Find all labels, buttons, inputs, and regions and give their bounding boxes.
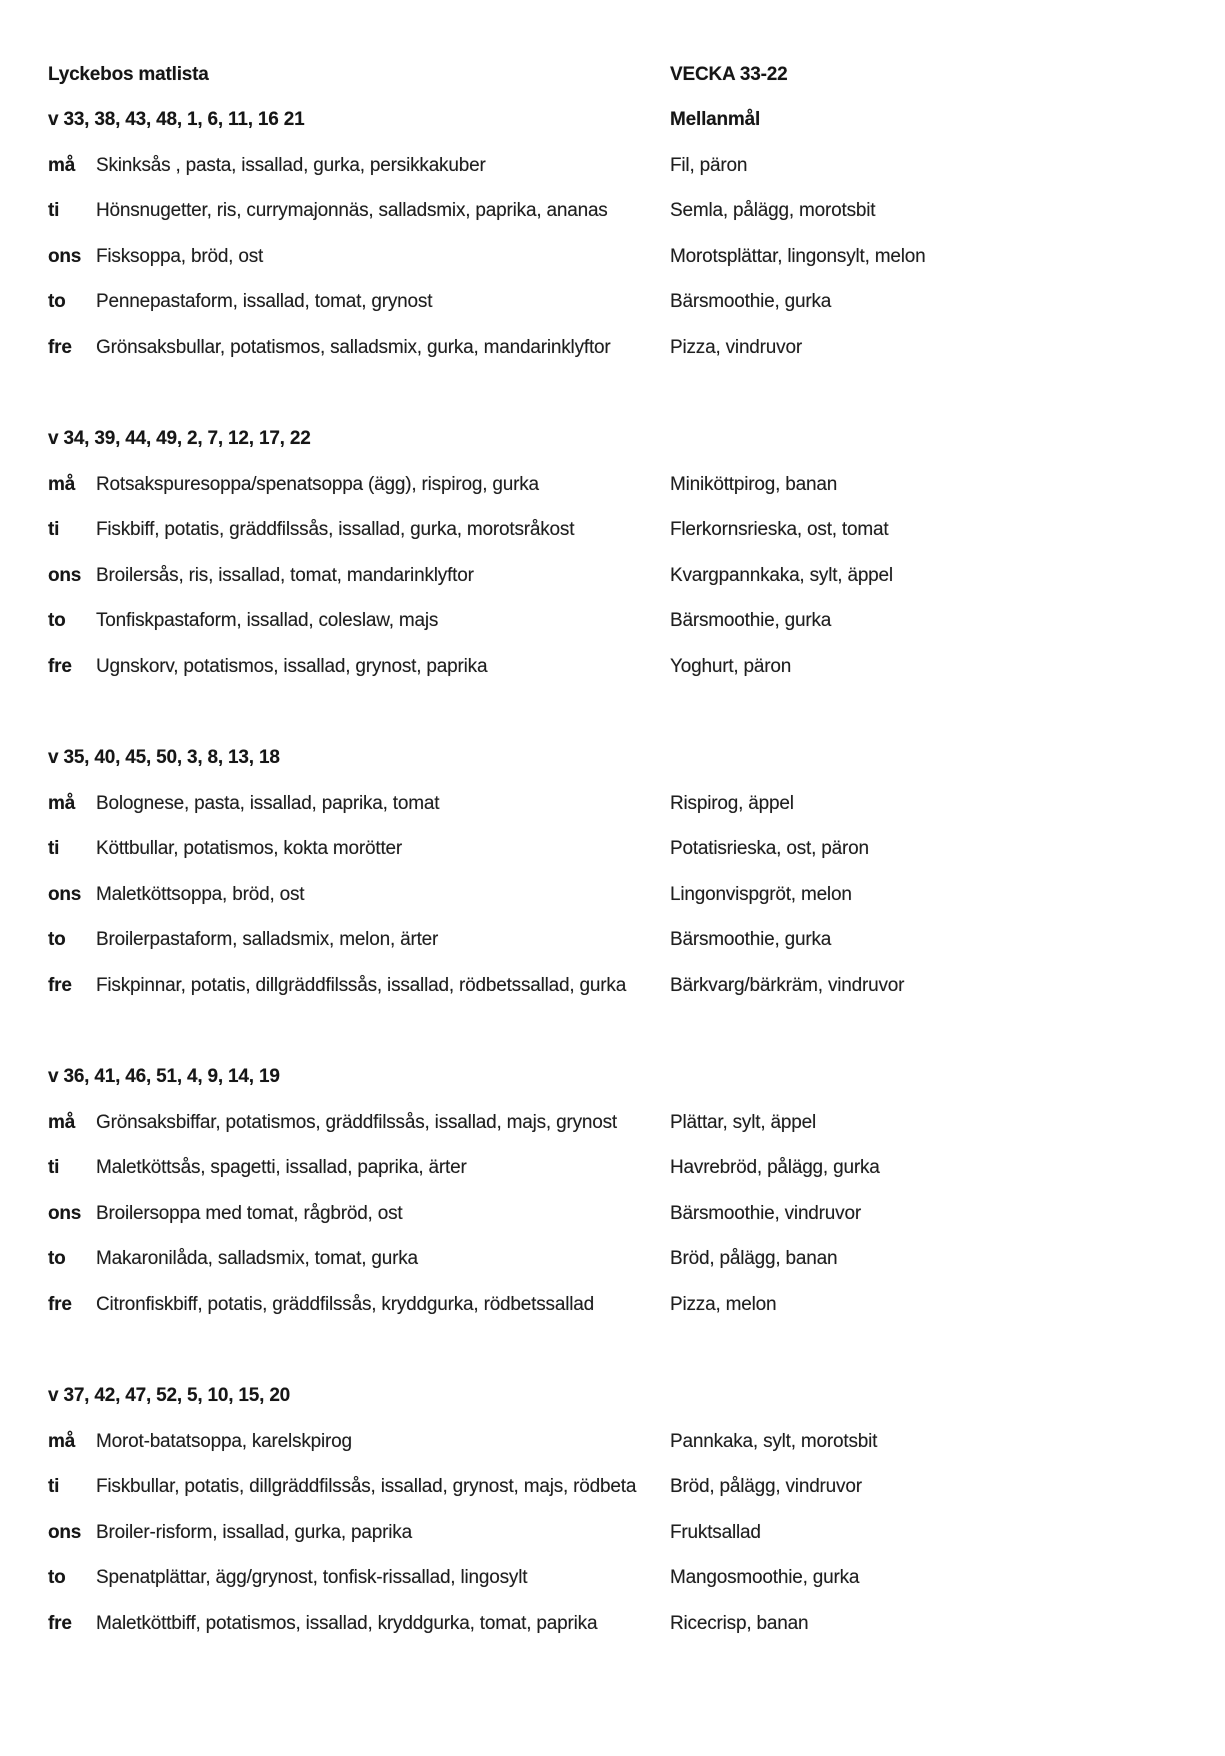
meal-text: Broiler-risform, issallad, gurka, paprika bbox=[96, 1521, 412, 1543]
day-label: fre bbox=[48, 1612, 72, 1634]
page-title: Lyckebos matlista bbox=[48, 63, 209, 85]
week-numbers-label: v 37, 42, 47, 52, 5, 10, 15, 20 bbox=[48, 1385, 291, 1407]
day-label: fre bbox=[48, 974, 72, 996]
day-row bbox=[48, 781, 1225, 827]
section-header-line bbox=[48, 417, 1225, 463]
day-label: to bbox=[48, 1248, 66, 1270]
meal-text: Spenatplättar, ägg/grynost, tonfisk-rissallad, lingosylt bbox=[96, 1567, 528, 1589]
meal-text: Fiskbullar, potatis, dillgräddfilssås, issallad, grynost, majs, rödbeta bbox=[96, 1476, 637, 1498]
day-row bbox=[48, 1191, 1225, 1237]
day-row bbox=[48, 1601, 1225, 1647]
day-label: ti bbox=[48, 519, 60, 541]
meal-text: Broilersås, ris, issallad, tomat, mandarinklyftor bbox=[96, 564, 474, 586]
day-label: fre bbox=[48, 1293, 72, 1315]
week-section bbox=[48, 736, 1225, 1009]
section-header-line bbox=[48, 736, 1225, 782]
meal-text: Köttbullar, potatismos, kokta morötter bbox=[96, 838, 403, 860]
meal-text: Maletköttsoppa, bröd, ost bbox=[96, 883, 305, 905]
snack-text: Bärkvarg/bärkräm, vindruvor bbox=[670, 974, 905, 996]
day-row bbox=[48, 644, 1225, 690]
meal-text: Tonfiskpastaform, issallad, coleslaw, majs bbox=[96, 610, 439, 632]
day-row bbox=[48, 234, 1225, 280]
meal-text: Citronfiskbiff, potatis, gräddfilssås, kryddgurka, rödbetssallad bbox=[96, 1293, 594, 1315]
snack-text: Bröd, pålägg, vindruvor bbox=[670, 1476, 862, 1498]
snack-text: Havrebröd, pålägg, gurka bbox=[670, 1157, 880, 1179]
snack-text: Lingonvispgröt, melon bbox=[670, 883, 852, 905]
meal-text: Rotsakspuresoppa/spenatsoppa (ägg), rispirog, gurka bbox=[96, 473, 539, 495]
day-row bbox=[48, 1556, 1225, 1602]
meal-text: Pennepastaform, issallad, tomat, grynost bbox=[96, 291, 433, 313]
day-label: ti bbox=[48, 200, 60, 222]
week-numbers-label: v 33, 38, 43, 48, 1, 6, 11, 16 21 bbox=[48, 109, 305, 131]
snack-text: Mangosmoothie, gurka bbox=[670, 1567, 860, 1589]
day-row bbox=[48, 462, 1225, 508]
snack-text: Flerkornsrieska, ost, tomat bbox=[670, 519, 889, 541]
section-header-line bbox=[48, 1055, 1225, 1101]
snack-text: Plättar, sylt, äppel bbox=[670, 1111, 816, 1133]
meal-text: Broilersoppa med tomat, rågbröd, ost bbox=[96, 1202, 403, 1224]
section-header-line bbox=[48, 98, 1225, 144]
day-row bbox=[48, 325, 1225, 371]
meal-text: Skinksås , pasta, issallad, gurka, persikkakuber bbox=[96, 154, 486, 176]
week-sections bbox=[48, 98, 1225, 1647]
day-label: må bbox=[48, 1430, 76, 1452]
meal-text: Hönsnugetter, ris, currymajonnäs, salladsmix, paprika, ananas bbox=[96, 200, 608, 222]
day-row bbox=[48, 827, 1225, 873]
day-label: fre bbox=[48, 655, 72, 677]
snack-text: Semla, pålägg, morotsbit bbox=[670, 200, 876, 222]
week-numbers-label: v 34, 39, 44, 49, 2, 7, 12, 17, 22 bbox=[48, 428, 311, 450]
day-row bbox=[48, 553, 1225, 599]
day-label: to bbox=[48, 929, 66, 951]
day-row bbox=[48, 508, 1225, 554]
week-numbers-label: v 35, 40, 45, 50, 3, 8, 13, 18 bbox=[48, 747, 280, 769]
day-label: må bbox=[48, 792, 76, 814]
meal-text: Ugnskorv, potatismos, issallad, grynost, paprika bbox=[96, 655, 488, 677]
snack-text: Ricecrisp, banan bbox=[670, 1612, 809, 1634]
snack-text: Kvargpannkaka, sylt, äppel bbox=[670, 564, 893, 586]
meal-text: Makaronilåda, salladsmix, tomat, gurka bbox=[96, 1248, 418, 1270]
day-row bbox=[48, 872, 1225, 918]
snack-text: Morotsplättar, lingonsylt, melon bbox=[670, 245, 926, 267]
meal-text: Fiskpinnar, potatis, dillgräddfilssås, issallad, rödbetssallad, gurka bbox=[96, 974, 627, 996]
meal-text: Grönsaksbullar, potatismos, salladsmix, gurka, mandarinklyftor bbox=[96, 336, 611, 358]
snack-text: Miniköttpirog, banan bbox=[670, 473, 838, 495]
meal-text: Broilerpastaform, salladsmix, melon, ärter bbox=[96, 929, 439, 951]
day-label: ons bbox=[48, 564, 82, 586]
day-label: fre bbox=[48, 336, 72, 358]
snack-text: Pizza, melon bbox=[670, 1293, 777, 1315]
day-label: ti bbox=[48, 838, 60, 860]
meal-text: Fiskbiff, potatis, gräddfilssås, issallad, gurka, morotsråkost bbox=[96, 519, 575, 541]
day-label: ons bbox=[48, 883, 82, 905]
snack-text: Pizza, vindruvor bbox=[670, 336, 802, 358]
document-content bbox=[48, 52, 1225, 1647]
snack-text: Bärsmoothie, gurka bbox=[670, 929, 832, 951]
day-row bbox=[48, 1237, 1225, 1283]
snack-text: Potatisrieska, ost, päron bbox=[670, 838, 869, 860]
snack-column-header: Mellanmål bbox=[670, 109, 761, 131]
snack-text: Fil, päron bbox=[670, 154, 748, 176]
day-label: to bbox=[48, 291, 66, 313]
week-reference: VECKA 33-22 bbox=[670, 63, 788, 85]
meal-text: Fisksoppa, bröd, ost bbox=[96, 245, 264, 267]
section-header-line bbox=[48, 1374, 1225, 1420]
day-label: ons bbox=[48, 1521, 82, 1543]
day-label: må bbox=[48, 154, 76, 176]
day-label: må bbox=[48, 473, 76, 495]
meal-text: Bolognese, pasta, issallad, paprika, tomat bbox=[96, 792, 440, 814]
meal-text: Grönsaksbiffar, potatismos, gräddfilssås, issallad, majs, grynost bbox=[96, 1111, 617, 1133]
day-row bbox=[48, 963, 1225, 1009]
document-header-line bbox=[48, 52, 1225, 98]
week-numbers-label: v 36, 41, 46, 51, 4, 9, 14, 19 bbox=[48, 1066, 280, 1088]
day-row bbox=[48, 1465, 1225, 1511]
day-label: ti bbox=[48, 1157, 60, 1179]
day-label: må bbox=[48, 1111, 76, 1133]
day-row bbox=[48, 918, 1225, 964]
day-label: to bbox=[48, 1567, 66, 1589]
snack-text: Bröd, pålägg, banan bbox=[670, 1248, 838, 1270]
snack-text: Bärsmoothie, gurka bbox=[670, 610, 832, 632]
week-section bbox=[48, 98, 1225, 371]
week-section bbox=[48, 1374, 1225, 1647]
snack-text: Bärsmoothie, gurka bbox=[670, 291, 832, 313]
snack-text: Bärsmoothie, vindruvor bbox=[670, 1202, 861, 1224]
day-row bbox=[48, 1100, 1225, 1146]
day-label: to bbox=[48, 610, 66, 632]
day-label: ons bbox=[48, 1202, 82, 1224]
snack-text: Yoghurt, päron bbox=[670, 655, 792, 677]
day-row bbox=[48, 1510, 1225, 1556]
snack-text: Rispirog, äppel bbox=[670, 792, 794, 814]
day-row bbox=[48, 1419, 1225, 1465]
day-label: ti bbox=[48, 1476, 60, 1498]
snack-text: Fruktsallad bbox=[670, 1521, 761, 1543]
day-row bbox=[48, 280, 1225, 326]
snack-text: Pannkaka, sylt, morotsbit bbox=[670, 1430, 878, 1452]
week-section bbox=[48, 1055, 1225, 1328]
day-label: ons bbox=[48, 245, 82, 267]
meal-text: Morot-batatsoppa, karelskpirog bbox=[96, 1430, 352, 1452]
meal-text: Maletköttbiff, potatismos, issallad, kryddgurka, tomat, paprika bbox=[96, 1612, 598, 1634]
meal-text: Maletköttsås, spagetti, issallad, paprika, ärter bbox=[96, 1157, 467, 1179]
day-row bbox=[48, 1146, 1225, 1192]
day-row bbox=[48, 599, 1225, 645]
day-row bbox=[48, 189, 1225, 235]
day-row bbox=[48, 143, 1225, 189]
week-section bbox=[48, 417, 1225, 690]
day-row bbox=[48, 1282, 1225, 1328]
